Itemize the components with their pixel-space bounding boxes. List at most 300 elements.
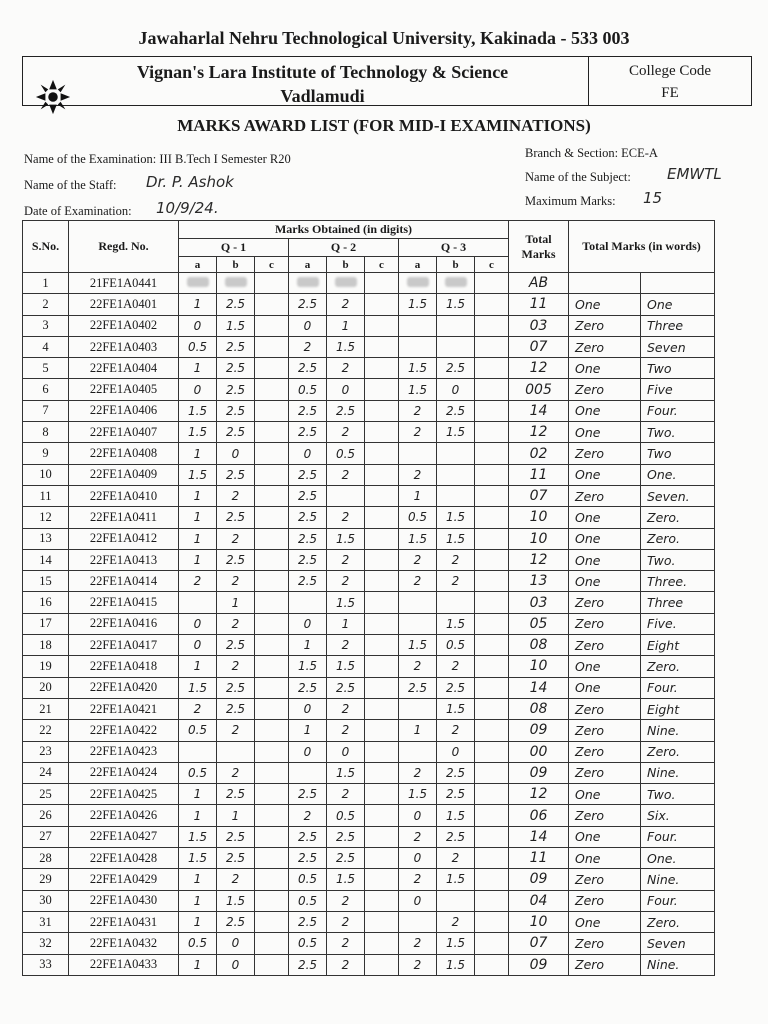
cell-c	[255, 507, 289, 528]
table-row	[23, 933, 715, 954]
cell-reg: 22FE1A0424	[69, 762, 179, 783]
header-q3-c: c	[475, 257, 509, 273]
cell-reg: 22FE1A0431	[69, 911, 179, 932]
cell-total: 11	[509, 848, 569, 869]
cell-sno: 26	[23, 805, 69, 826]
cell-q2b: 2	[327, 464, 365, 485]
cell-w2: Three.	[641, 571, 715, 592]
cell-q1a: 1	[179, 954, 217, 975]
cell-total: 005	[509, 379, 569, 400]
cell-w2: Two.	[641, 422, 715, 443]
cell-q3a: 1.5	[399, 528, 437, 549]
cell-w1: One	[569, 549, 641, 570]
cell-q3b: 1.5	[437, 698, 475, 719]
marks-table	[22, 220, 715, 976]
cell-q3a: 2	[399, 954, 437, 975]
cell-q3b: 0	[437, 379, 475, 400]
cell-c	[475, 273, 509, 294]
cell-c	[255, 315, 289, 336]
cell-reg: 22FE1A0410	[69, 485, 179, 506]
cell-total: AB	[509, 273, 569, 294]
cell-c	[475, 762, 509, 783]
cell-w2: Three	[641, 592, 715, 613]
cell-w2: Four.	[641, 677, 715, 698]
cell-reg: 22FE1A0418	[69, 656, 179, 677]
cell-w2	[641, 273, 715, 294]
cell-w1: One	[569, 656, 641, 677]
cell-reg: 22FE1A0403	[69, 336, 179, 357]
cell-c	[475, 315, 509, 336]
cell-total: 02	[509, 443, 569, 464]
cell-total: 12	[509, 549, 569, 570]
cell-c	[255, 400, 289, 421]
cell-q2b: 0	[327, 379, 365, 400]
cell-q2b: 2	[327, 571, 365, 592]
cell-w2: Nine.	[641, 720, 715, 741]
cell-sno: 12	[23, 507, 69, 528]
cell-w1: Zero	[569, 485, 641, 506]
cell-w1: One	[569, 677, 641, 698]
cell-w2: Six.	[641, 805, 715, 826]
cell-q2b	[327, 485, 365, 506]
cell-total: 14	[509, 677, 569, 698]
table-row	[23, 890, 715, 911]
cell-w2: Zero.	[641, 911, 715, 932]
staff-name-handwritten: Dr. P. Ashok	[146, 173, 234, 191]
cell-q3b: 2	[437, 911, 475, 932]
cell-c	[475, 379, 509, 400]
cell-q1a: 0	[179, 613, 217, 634]
cell-q1a: 1.5	[179, 826, 217, 847]
cell-q3b: 1.5	[437, 933, 475, 954]
date-handwritten: 10/9/24.	[156, 199, 219, 217]
cell-q1b: 0	[217, 954, 255, 975]
cell-q3a: 2	[399, 762, 437, 783]
cell-q2a: 0.5	[289, 890, 327, 911]
cell-c	[365, 890, 399, 911]
cell-q1b: 2.5	[217, 294, 255, 315]
cell-sno: 5	[23, 358, 69, 379]
cell-c	[475, 443, 509, 464]
cell-q3a: 1	[399, 485, 437, 506]
cell-w1: One	[569, 507, 641, 528]
cell-total: 12	[509, 784, 569, 805]
cell-w1: One	[569, 911, 641, 932]
cell-q3b: 2	[437, 848, 475, 869]
cell-q1a: 1	[179, 358, 217, 379]
cell-q2a	[289, 273, 327, 294]
cell-q3b: 1.5	[437, 294, 475, 315]
cell-q2b: 0	[327, 741, 365, 762]
cell-q2a: 2.5	[289, 954, 327, 975]
cell-total: 07	[509, 336, 569, 357]
cell-q2b: 1	[327, 315, 365, 336]
cell-total: 09	[509, 954, 569, 975]
cell-q2b: 2	[327, 784, 365, 805]
cell-q1a: 1	[179, 485, 217, 506]
cell-w2: Four.	[641, 826, 715, 847]
cell-q2b: 2.5	[327, 400, 365, 421]
cell-c	[365, 422, 399, 443]
table-row	[23, 507, 715, 528]
cell-q3a: 0	[399, 848, 437, 869]
cell-q3a	[399, 911, 437, 932]
cell-c	[255, 762, 289, 783]
max-marks-handwritten: 15	[643, 189, 663, 207]
cell-w2: Four.	[641, 400, 715, 421]
cell-sno: 8	[23, 422, 69, 443]
cell-w2: Two.	[641, 549, 715, 570]
cell-c	[255, 464, 289, 485]
cell-c	[475, 485, 509, 506]
cell-c	[365, 848, 399, 869]
cell-reg: 22FE1A0430	[69, 890, 179, 911]
cell-c	[365, 379, 399, 400]
table-row	[23, 315, 715, 336]
header-q3-b: b	[437, 257, 475, 273]
cell-w1: Zero	[569, 805, 641, 826]
cell-c	[365, 485, 399, 506]
cell-w1: One	[569, 422, 641, 443]
cell-q1b: 2.5	[217, 911, 255, 932]
cell-reg: 22FE1A0427	[69, 826, 179, 847]
cell-w2: Zero.	[641, 507, 715, 528]
cell-q3b: 2.5	[437, 826, 475, 847]
cell-q2b: 2	[327, 890, 365, 911]
cell-q3a	[399, 592, 437, 613]
header-q2-c: c	[365, 257, 399, 273]
scribble-mark	[187, 277, 209, 287]
cell-c	[475, 656, 509, 677]
cell-c	[365, 571, 399, 592]
cell-q3a	[399, 443, 437, 464]
cell-q2b: 2	[327, 911, 365, 932]
cell-c	[475, 741, 509, 762]
cell-c	[365, 635, 399, 656]
cell-total: 11	[509, 294, 569, 315]
cell-q2b: 1.5	[327, 336, 365, 357]
cell-q1a: 0.5	[179, 336, 217, 357]
cell-q3b: 1.5	[437, 954, 475, 975]
cell-c	[255, 848, 289, 869]
cell-q3a: 2	[399, 549, 437, 570]
cell-w1: Zero	[569, 933, 641, 954]
cell-reg: 22FE1A0432	[69, 933, 179, 954]
cell-q3a: 0.5	[399, 507, 437, 528]
institute-line-1: Vignan's Lara Institute of Technology & Science	[136, 62, 509, 82]
cell-sno: 1	[23, 273, 69, 294]
table-row	[23, 485, 715, 506]
cell-w1: One	[569, 826, 641, 847]
cell-reg: 22FE1A0412	[69, 528, 179, 549]
cell-q2a: 2.5	[289, 400, 327, 421]
table-row	[23, 464, 715, 485]
cell-c	[475, 848, 509, 869]
cell-q2a: 2.5	[289, 528, 327, 549]
cell-q1b: 2.5	[217, 677, 255, 698]
cell-w1: Zero	[569, 762, 641, 783]
cell-c	[255, 336, 289, 357]
cell-q1a: 0	[179, 379, 217, 400]
table-row	[23, 869, 715, 890]
cell-total: 05	[509, 613, 569, 634]
cell-q1a: 1	[179, 294, 217, 315]
university-title: Jawaharlal Nehru Technological University, Kakinada - 533 003	[138, 28, 630, 48]
cell-reg: 22FE1A0425	[69, 784, 179, 805]
cell-reg: 22FE1A0406	[69, 400, 179, 421]
cell-q1a: 0.5	[179, 933, 217, 954]
scribble-mark	[407, 277, 429, 287]
cell-c	[365, 400, 399, 421]
cell-w1: Zero	[569, 890, 641, 911]
cell-w2: Nine.	[641, 762, 715, 783]
cell-c	[475, 422, 509, 443]
cell-w1: One	[569, 784, 641, 805]
cell-sno: 30	[23, 890, 69, 911]
cell-w2: Five	[641, 379, 715, 400]
cell-q1a: 1	[179, 784, 217, 805]
cell-reg: 22FE1A0429	[69, 869, 179, 890]
header-q1-b: b	[217, 257, 255, 273]
cell-c	[255, 720, 289, 741]
cell-q2b: 0.5	[327, 443, 365, 464]
subject-label: Name of the Subject:	[525, 170, 631, 184]
cell-c	[255, 273, 289, 294]
cell-c	[475, 911, 509, 932]
header-total-words: Total Marks (in words)	[569, 221, 715, 273]
cell-q3b	[437, 464, 475, 485]
cell-q1b: 2	[217, 613, 255, 634]
cell-q2b: 1.5	[327, 592, 365, 613]
document-title: MARKS AWARD LIST (FOR MID-I EXAMINATIONS)	[177, 116, 591, 135]
cell-total: 10	[509, 911, 569, 932]
cell-sno: 7	[23, 400, 69, 421]
cell-c	[255, 422, 289, 443]
table-row	[23, 698, 715, 719]
cell-q3a	[399, 698, 437, 719]
cell-q3b	[437, 485, 475, 506]
cell-q1a: 1	[179, 869, 217, 890]
cell-w1: Zero	[569, 954, 641, 975]
cell-q1a: 1	[179, 549, 217, 570]
header-q1-c: c	[255, 257, 289, 273]
cell-q1b: 0	[217, 443, 255, 464]
cell-q1b: 2.5	[217, 635, 255, 656]
cell-w2: Zero.	[641, 528, 715, 549]
table-row	[23, 613, 715, 634]
cell-q3a: 2	[399, 571, 437, 592]
cell-q3b: 2	[437, 571, 475, 592]
cell-q2b: 2.5	[327, 826, 365, 847]
cell-w2: One	[641, 294, 715, 315]
cell-q3b	[437, 443, 475, 464]
cell-q1a	[179, 592, 217, 613]
scribble-mark	[445, 277, 467, 287]
scribble-mark	[225, 277, 247, 287]
cell-q2b: 2	[327, 954, 365, 975]
cell-q1b: 2	[217, 528, 255, 549]
cell-total: 13	[509, 571, 569, 592]
cell-q1b: 2.5	[217, 507, 255, 528]
cell-q2b: 2.5	[327, 677, 365, 698]
cell-sno: 20	[23, 677, 69, 698]
cell-total: 09	[509, 762, 569, 783]
cell-total: 06	[509, 805, 569, 826]
cell-w2: Nine.	[641, 869, 715, 890]
cell-q1a: 1.5	[179, 677, 217, 698]
cell-q3b: 0	[437, 741, 475, 762]
table-row	[23, 571, 715, 592]
cell-c	[365, 549, 399, 570]
cell-w1: One	[569, 400, 641, 421]
cell-reg: 22FE1A0409	[69, 464, 179, 485]
cell-q2a: 0	[289, 613, 327, 634]
cell-sno: 29	[23, 869, 69, 890]
cell-q2a: 2.5	[289, 549, 327, 570]
cell-q2b: 2	[327, 358, 365, 379]
cell-q1a	[179, 741, 217, 762]
cell-w1: One	[569, 464, 641, 485]
cell-q2a: 2.5	[289, 294, 327, 315]
cell-total: 03	[509, 315, 569, 336]
cell-q1a: 0	[179, 635, 217, 656]
cell-q3b: 1.5	[437, 422, 475, 443]
cell-c	[365, 826, 399, 847]
cell-q2a	[289, 592, 327, 613]
cell-q3a: 1.5	[399, 635, 437, 656]
cell-c	[365, 613, 399, 634]
cell-w2: Four.	[641, 890, 715, 911]
header-regd-no: Regd. No.	[69, 221, 179, 273]
cell-q2b: 1.5	[327, 869, 365, 890]
cell-q1b: 2	[217, 869, 255, 890]
cell-total: 04	[509, 890, 569, 911]
table-row	[23, 549, 715, 570]
cell-q1a: 2	[179, 571, 217, 592]
cell-sno: 11	[23, 485, 69, 506]
cell-reg: 22FE1A0408	[69, 443, 179, 464]
cell-q2b: 2	[327, 933, 365, 954]
table-row	[23, 805, 715, 826]
cell-sno: 33	[23, 954, 69, 975]
cell-q3a: 2	[399, 656, 437, 677]
cell-q3b	[437, 336, 475, 357]
cell-c	[475, 805, 509, 826]
cell-c	[255, 698, 289, 719]
cell-q3a: 1.5	[399, 379, 437, 400]
header-marks-obtained: Marks Obtained (in digits)	[179, 221, 509, 239]
cell-c	[475, 890, 509, 911]
cell-q3a: 1.5	[399, 358, 437, 379]
cell-q1b: 2.5	[217, 336, 255, 357]
cell-w2: One.	[641, 464, 715, 485]
cell-c	[365, 954, 399, 975]
institute-name	[75, 60, 570, 108]
cell-c	[475, 549, 509, 570]
cell-c	[255, 358, 289, 379]
cell-c	[475, 507, 509, 528]
cell-c	[365, 784, 399, 805]
cell-c	[475, 720, 509, 741]
cell-c	[475, 635, 509, 656]
table-row	[23, 592, 715, 613]
cell-c	[255, 677, 289, 698]
cell-reg: 22FE1A0421	[69, 698, 179, 719]
cell-sno: 4	[23, 336, 69, 357]
cell-q1a: 1	[179, 443, 217, 464]
table-row	[23, 443, 715, 464]
cell-q2a: 2.5	[289, 485, 327, 506]
cell-q3a: 2	[399, 422, 437, 443]
cell-q2a: 2	[289, 336, 327, 357]
cell-c	[475, 358, 509, 379]
cell-total: 09	[509, 720, 569, 741]
cell-c	[475, 400, 509, 421]
cell-q3a: 2	[399, 826, 437, 847]
cell-q1b: 0	[217, 933, 255, 954]
subject-handwritten: EMWTL	[667, 165, 722, 183]
cell-c	[255, 443, 289, 464]
cell-q2b: 2	[327, 507, 365, 528]
cell-q1b: 2.5	[217, 379, 255, 400]
cell-c	[255, 805, 289, 826]
cell-q3a: 2	[399, 464, 437, 485]
cell-c	[255, 890, 289, 911]
college-code-label: College Code	[628, 63, 712, 79]
cell-c	[365, 911, 399, 932]
cell-reg: 22FE1A0401	[69, 294, 179, 315]
scribble-mark	[297, 277, 319, 287]
branch-section: Branch & Section: ECE-A	[525, 146, 658, 160]
cell-q2a: 0.5	[289, 379, 327, 400]
cell-c	[255, 592, 289, 613]
cell-c	[365, 698, 399, 719]
cell-q1b: 2.5	[217, 848, 255, 869]
cell-q2b: 2	[327, 549, 365, 570]
header-q2-b: b	[327, 257, 365, 273]
cell-q1a: 1	[179, 656, 217, 677]
cell-w1: One	[569, 528, 641, 549]
cell-q3a: 0	[399, 805, 437, 826]
cell-sno: 32	[23, 933, 69, 954]
header-q2-a: a	[289, 257, 327, 273]
cell-c	[475, 336, 509, 357]
table-row	[23, 762, 715, 783]
cell-sno: 2	[23, 294, 69, 315]
cell-reg: 21FE1A0441	[69, 273, 179, 294]
cell-sno: 16	[23, 592, 69, 613]
cell-total: 14	[509, 826, 569, 847]
cell-w1: Zero	[569, 741, 641, 762]
cell-w1: Zero	[569, 443, 641, 464]
cell-total: 08	[509, 635, 569, 656]
cell-q2b: 2.5	[327, 848, 365, 869]
cell-w2: Two	[641, 358, 715, 379]
cell-q3a: 2	[399, 933, 437, 954]
cell-reg: 22FE1A0407	[69, 422, 179, 443]
cell-q2a: 1	[289, 635, 327, 656]
cell-q1b: 2	[217, 571, 255, 592]
cell-reg: 22FE1A0416	[69, 613, 179, 634]
cell-reg: 22FE1A0414	[69, 571, 179, 592]
cell-q2a: 2	[289, 805, 327, 826]
cell-q3a: 1.5	[399, 294, 437, 315]
cell-q2b: 1	[327, 613, 365, 634]
cell-q3b: 2.5	[437, 400, 475, 421]
cell-q3b	[437, 273, 475, 294]
cell-sno: 18	[23, 635, 69, 656]
cell-q2b: 2	[327, 720, 365, 741]
